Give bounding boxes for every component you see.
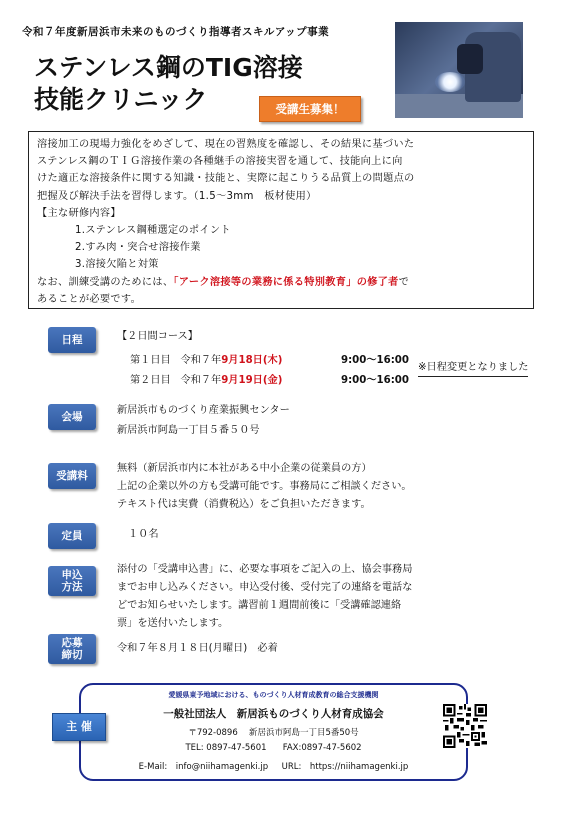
welding-photo [395,22,523,118]
apply-line: までお申し込みください。申込受付後、受付完了の連絡を電話な [117,582,413,593]
fee-line: 上記の企業以外の方も受講可能です。事務局にご相談ください。 [117,481,412,492]
apply-label: 申込 方法 [48,566,96,596]
fee-line: テキスト代は実費（消費税込）をご負担いただきます。 [117,499,371,510]
email[interactable]: E-Mail: info@niihamagenki.jp [138,762,269,772]
venue-label: 会場 [48,404,96,430]
description-line: 把握及び解決手法を習得します。（1.5～3mm 板材使用） [37,190,317,202]
schedule-time-2: 9:00～16:00 [341,375,409,386]
schedule-change-note: ※日程変更となりました [418,360,528,377]
topic-item: 1.ステンレス鋼種選定のポイント [75,225,231,237]
capacity-label: 定員 [48,523,96,549]
page-title-line2: 技能クリニック [34,85,208,114]
deadline-value: 令和７年８月１８日(月曜日) 必着 [117,643,278,654]
apply-line: どでお知らせいたします。講習前１週間前後に「受講確認連絡 [117,600,402,611]
schedule-label: 日程 [48,327,96,353]
requirement-highlight: 「アーク溶接等の業務に係る特別教育」の修了者 [173,276,399,288]
description-line: 溶接加工の現場力強化をめざして、現在の習熟度を確認し、その結果に基づいた [37,139,415,150]
topic-item: 2.すみ肉・突合せ溶接作業 [75,242,201,254]
schedule-date-1: 9月18日(木) [221,355,283,366]
schedule-time-1: 9:00～16:00 [341,355,409,366]
organizer-name: 一般社団法人 新居浜ものづくり人材育成協会 [163,708,384,720]
organizer-phone [79,743,468,753]
topic-item: 3.溶接欠陥と対策 [75,259,159,271]
requirement-note: なお、訓練受講のためには、「アーク溶接等の業務に係る特別教育」の修了者で [37,276,410,288]
qr-code-icon [443,704,487,748]
organizer-address: 〒792-0896 新居浜市阿島一丁目5番50号 [188,728,359,738]
apply-line: 票」を送付いたします。 [117,618,229,629]
venue-address: 新居浜市阿島一丁目５番５０号 [117,425,260,436]
schedule-day-2: 第２日目 令和７年9月19日(金) [130,375,283,386]
tel: TEL: 0897-47-5601 [185,743,267,753]
course-type: 【２日間コース】 [117,331,198,342]
description-box [28,131,534,309]
capacity-value: １０名 [128,529,159,540]
description-line: けた適正な溶接条件に関する知識・技能と、実際に起こりうる品質上の問題点の [37,173,415,185]
page-title-line1: ステンレス鋼のTIG溶接 [34,53,303,82]
apply-line: 添付の「受講申込書」に、必要な事項をご記入の上、協会事務局 [117,564,413,575]
description-line: ステンレス鋼のＴＩＧ溶接作業の各種継手の溶接実習を通して、技能向上に向 [37,156,403,168]
organizer-contact [79,760,468,772]
fee-label: 受講料 [48,463,96,489]
fax: FAX:0897-47-5602 [282,743,362,753]
venue-name: 新居浜市ものづくり産業振興センター [117,405,290,416]
sponsor-label: 主 催 [52,713,106,741]
organizer-tagline: 愛媛県東予地域における、ものづくり人材育成教育の総合支援機関 [168,691,379,699]
topics-header: 【主な研修内容】 [37,207,121,219]
requirement-note-line2: あることが必要です。 [37,293,142,305]
fee-line: 無料（新居浜市内に本社がある中小企業の従業員の方） [117,463,372,474]
recruiting-badge: 受講生募集！ [259,96,361,122]
program-name: 令和７年度新居浜市未来のものづくり指導者スキルアップ事業 [22,26,330,38]
schedule-date-2: 9月19日(金) [221,375,283,386]
schedule-day-1: 第１日目 令和７年9月18日(木) [130,355,283,366]
website-link[interactable]: URL: https://niihamagenki.jp [281,762,409,772]
deadline-label: 応募 締切 [48,634,96,664]
